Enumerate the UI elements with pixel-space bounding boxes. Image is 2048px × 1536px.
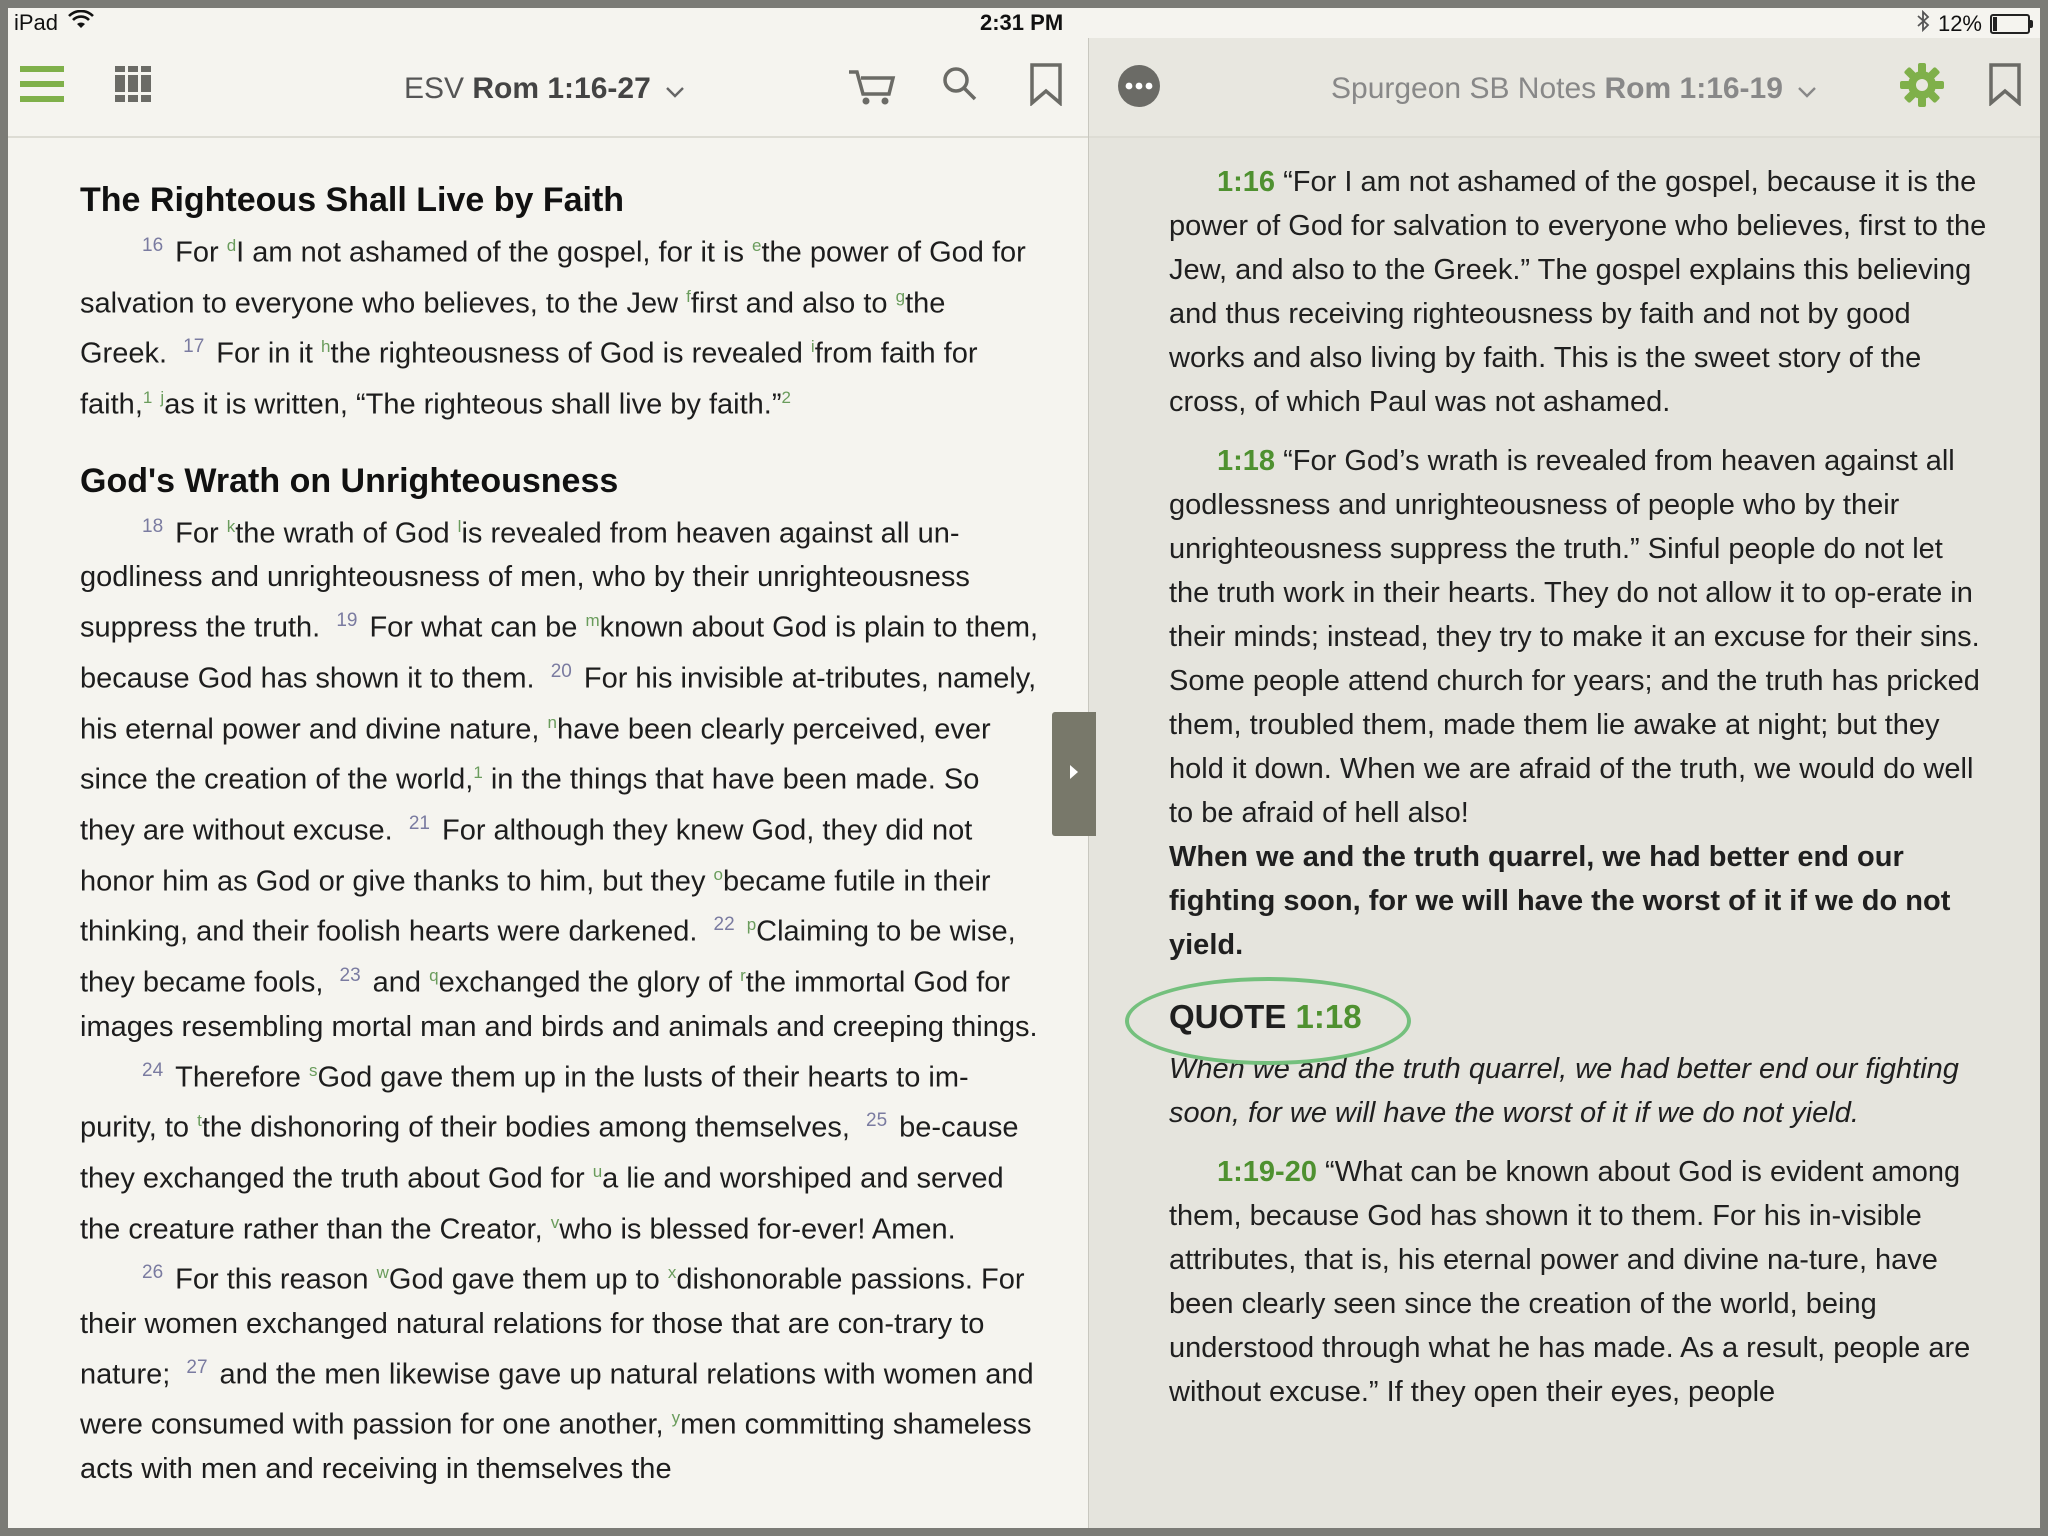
translation-label: ESV [404,72,465,105]
note-body: “What can be known about God is evident among them, because God has shown it to them. For his in-visible attributes, that is, his eternal power and divine na-ture, have been clearly seen since the creation of the world, being understood through what he has made. As a result, people are without excuse.” If they open their eyes, people [1169,1156,1971,1408]
gear-icon[interactable] [1899,62,1945,108]
bible-reference: Rom 1:16-27 [472,72,651,105]
more-icon[interactable] [1117,64,1161,108]
notes-text [1169,160,1991,1429]
note-body: “For God’s wrath is revealed from heaven against all godlessness and unrighteousness of people who by their unrighteousness suppress the truth.” Sinful people do not let the truth work in their hearts. They do not allow it to op-erate in their minds; instead, they try to make it an excuse for their sins. Some people attend church for years; and the truth has pricked them, troubled them, made them lie awake at night; but they hold it down. When we are afraid of the truth, we would do well to be afraid of hell also! [1169,445,1980,829]
resource-title: Spurgeon SB Notes [1331,72,1597,105]
chevron-down-icon[interactable] [1797,72,1817,106]
battery-percent: 12% [1937,11,1982,36]
notes-reference: Rom 1:16-19 [1604,72,1783,105]
note-paragraph [1169,1150,1991,1414]
note-body: “For I am not ashamed of the gospel, because it is the power of God for salvation to everyone who believes, first to the Jew, and also to the Greek.” The gospel explains this believing and thus receiving righteousness by faith and not by good works and also living by faith. This is the sweet story of the cross, of which Paul was not ashamed. [1169,166,1987,418]
bookmark-icon[interactable] [1985,60,2025,108]
quote-heading [1169,995,1991,1043]
notes-text-area[interactable] [1089,138,2040,1528]
pane-toggle-tab[interactable] [1052,712,1096,836]
notes-toolbar [1089,38,2040,138]
library-icon[interactable] [112,60,156,106]
battery-icon [1990,14,2030,34]
note-ref-link[interactable]: 1:18 [1217,445,1276,477]
bluetooth-icon [1916,10,1930,38]
bible-text-area[interactable] [8,138,1088,1528]
notes-pane [1089,38,2040,1528]
app-window [8,8,2040,1528]
bible-reference-selector[interactable] [404,72,685,106]
note-paragraph [1169,439,1991,835]
bible-paragraph: $^{16}$ For $^d$I am not ashamed of the gospel, for it is $^e$the power of God for salvation to everyone who believes, to the Jew $^f$first and also to $^g$the Greek. $^{17}$ For in it $^h$the righteousness of God is revealed $^i$from faith for faith,$^1$ $^j$as it is written, “The righteous shall live by faith.”$^2$ [80,235,1026,421]
bible-paragraph: $^{24}$ Therefore $^s$God gave them up in the lusts of their hearts to im-purity, to $^t$the dishonoring of their bodies among themselves, $^{25}$ be-cause they exchanged the truth about God for $^u$a lie and worshiped and served the creature rather than the Creator, $^v$who is blessed for-ever! Amen. [80,1059,1019,1246]
bible-pane [8,38,1088,1528]
wifi-icon [68,10,94,36]
clock: 2:31 PM [980,10,1064,35]
section-heading: The Righteous Shall Live by Faith [80,181,625,219]
chevron-down-icon[interactable] [665,72,685,106]
bible-paragraph: $^{26}$ For this reason $^w$God gave them up to $^x$dishonorable passions. For their women exchanged natural relations for those that are con-trary to nature; $^{27}$ and the men likewise gave up natural relations with women and were consumed with passion for one another, $^y$men committing shameless acts with men and receiving in themselves the [80,1262,1034,1486]
bible-paragraph: $^{18}$ For $^k$the wrath of God $^l$is revealed from heaven against all un-godliness and unrighteousness of men, who by their unrighteousness suppress the truth. $^{19}$ For what can be $^m$known about God is plain to them, because God has shown it to them. $^{20}$ For his invisible at-tributes, namely, his eternal power and divine nature, $^n$have been clearly perceived, ever since the creation of the world,$^1$ in the things that have been made. So they are without excuse. $^{21}$ For although they knew God, they did not honor him as God or give thanks to him, but they $^o$became futile in their thinking, and their foolish hearts were darkened. $^{22}$ $^p$Claiming to be wise, they became fools, $^{23}$ and $^q$exchanged the glory of $^r$the immortal God for images resembling mortal man and birds and animals and creeping things. [80,515,1039,1043]
chevron-right-icon [1068,763,1080,786]
note-bold-quote: When we and the truth quarrel, we had better end our fighting soon, for we will have the worst of it if we do not yield. [1169,841,1951,961]
quote-label: QUOTE [1169,998,1287,1035]
cart-icon[interactable] [846,64,898,108]
note-ref-link[interactable]: 1:16 [1217,166,1276,198]
bible-toolbar [8,38,1088,138]
device-label: iPad [14,10,59,35]
status-bar [8,8,2040,38]
note-paragraph [1169,160,1991,424]
section-heading: God's Wrath on Unrighteousness [80,461,619,500]
note-ref-link[interactable]: 1:19-20 [1217,1156,1317,1188]
quote-ref-link[interactable]: 1:18 [1295,998,1362,1035]
bible-text [80,156,1040,1491]
notes-reference-selector[interactable] [1331,72,1817,106]
bookmark-icon[interactable] [1026,60,1066,108]
menu-icon[interactable] [20,62,64,106]
search-icon[interactable] [940,64,980,104]
quote-text: When we and the truth quarrel, we had better end our fighting soon, for we will have the worst of it if we do not yield. [1169,1053,1959,1129]
